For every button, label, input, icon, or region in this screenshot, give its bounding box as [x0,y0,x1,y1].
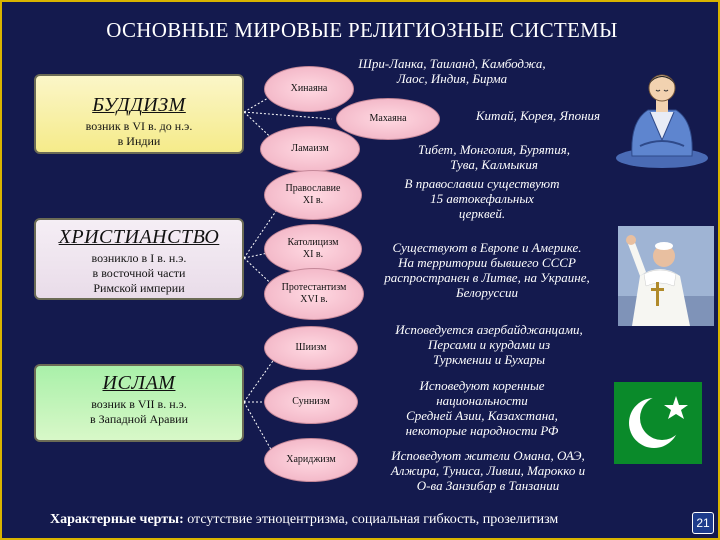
branch-oval-protestantism [264,268,364,320]
note-hinayana [332,56,572,86]
note-line: Тибет, Монголия, Бурятия, [418,142,570,157]
note-lamaism [374,142,614,172]
pope-figure-icon [618,226,714,326]
branch-oval-kharijism [264,438,358,482]
religion-desc-line: возник в VI в. до н.э. [85,119,193,133]
note-line: Лаос, Индия, Бирма [396,71,508,86]
branch-oval-mahayana [336,98,440,140]
branch-label: Хариджизм [286,454,336,465]
branch-label: Шиизм [295,342,327,353]
note-line: В православии существуют [404,176,560,191]
note-line: На территории бывшего СССР [398,255,576,270]
branch-oval-catholicism [264,224,362,274]
note-line: О-ва Занзибар в Танзании [416,478,560,493]
branch-label: Протестантизм [281,282,347,293]
religion-name: ХРИСТИАНСТВО [58,226,220,248]
branch-label: Ламаизм [291,143,329,154]
religion-name: ИСЛАМ [102,372,176,394]
note-line: 15 автокефальных [430,191,534,206]
branch-label: XVI в. [300,294,328,305]
branch-label: Суннизм [292,396,330,407]
religion-box-christianity [34,218,244,300]
page-title: ОСНОВНЫЕ МИРОВЫЕ РЕЛИГИОЗНЫЕ СИСТЕМЫ [106,18,618,42]
branch-oval-sunnism [264,380,358,424]
footer-label: Характерные черты: [50,512,184,527]
footer-text: отсутствие этноцентризма, социальная гибкость, прозелитизм [183,512,559,527]
branch-oval-shiism [264,326,358,370]
note-kharijism [358,448,618,493]
note-line: Шри-Ланка, Таиланд, Камбоджа, [358,56,546,71]
note-line: Персами и курдами из [427,337,551,352]
note-sunnism [374,378,590,438]
religion-box-islam [34,364,244,442]
buddha-figure-icon [610,66,714,170]
footer-characteristics [50,512,558,528]
note-line: Китай, Корея, Япония [475,108,601,123]
note-line: Средней Азии, Казахстана, [406,408,558,423]
note-line: Туркмении и Бухары [432,352,546,367]
branch-label: Хинаяна [290,83,328,94]
religion-desc-line: возникло в I в. н.э. [91,251,187,265]
religion-desc-line: в Западной Аравии [89,412,189,426]
note-line: распространен в Литве, на Украине, [384,270,590,285]
religion-name: БУДДИЗМ [92,94,186,116]
religion-desc-line: Римской империи [93,281,185,295]
note-line: некоторые народности РФ [405,423,559,438]
branch-label: XI в. [302,195,324,206]
branch-label: Православие [285,183,341,194]
note-line: Белоруссии [455,285,519,300]
note-orthodoxy [372,176,592,221]
religion-desc-line: в Индии [117,134,161,148]
religion-desc-line: возник в VII в. н.э. [91,397,187,411]
note-line: церквей. [458,206,506,221]
page-number-badge: 21 [692,512,714,534]
branch-label: XI в. [302,249,324,260]
note-line: Существуют в Европе и Америке. [392,240,582,255]
note-line: Исповедуется азербайджанцами, [395,322,583,337]
branch-oval-orthodoxy [264,170,362,220]
note-line: Тува, Калмыкия [450,157,538,172]
note-line: Исповедуют жители Омана, ОАЭ, [391,448,585,463]
branch-oval-lamaism [260,126,360,172]
religion-desc-line: в восточной части [92,266,186,280]
note-line: национальности [436,393,528,408]
note-catholicism-protestantism [358,240,616,300]
note-mahayana [458,108,618,123]
branch-label: Махаяна [369,113,407,124]
note-line: Алжира, Туниса, Ливии, Марокко и [390,463,586,478]
note-shiism [364,322,614,367]
branch-label: Католицизм [287,237,339,248]
islam-flag-icon [614,382,702,464]
note-line: Исповедуют коренные [419,378,545,393]
religion-box-buddhism [34,74,244,154]
